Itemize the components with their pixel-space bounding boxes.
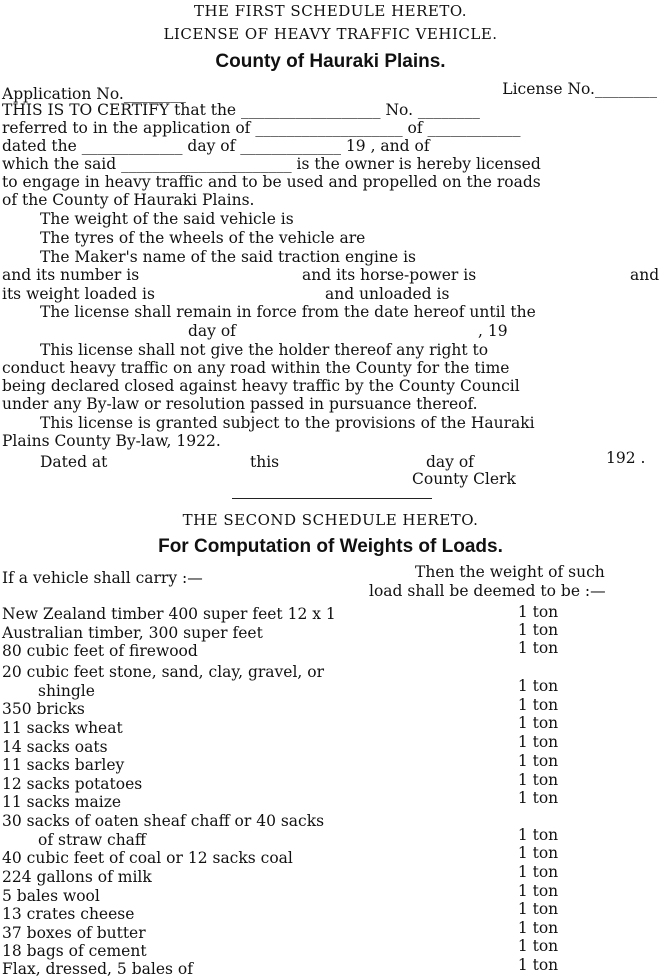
text-line: 192 . [606, 449, 646, 467]
column-header-right: load shall be deemed to be :— [369, 582, 606, 600]
table-row-item: 14 sacks oats [2, 738, 108, 756]
text-line: The weight of the said vehicle is [40, 210, 294, 228]
text-line: This license shall not give the holder thereof any right to [40, 341, 489, 359]
table-row-weight: 1 ton [517, 621, 559, 639]
table-row-item: 5 bales wool [2, 887, 100, 905]
table-row-item: 11 sacks wheat [2, 719, 123, 737]
table-row-weight: 1 ton [517, 900, 559, 918]
text-line: its weight loaded is [2, 285, 155, 303]
table-row-weight: 1 ton [517, 733, 559, 751]
text-line: day of [188, 322, 236, 340]
text-line: The license shall remain in force from the date hereof until the [40, 303, 536, 321]
table-row-weight: 1 ton [517, 919, 559, 937]
certify-line: THIS IS TO CERTIFY that the __________________ No. ________ [2, 101, 480, 119]
first-schedule-title: THE FIRST SCHEDULE HERETO. [193, 2, 468, 20]
county-heading: County of Hauraki Plains. [215, 51, 446, 72]
table-row-item: 37 boxes of butter [2, 924, 146, 942]
text-line: The Maker's name of the said traction engine is [40, 248, 416, 266]
table-row-item: Flax, dressed, 5 bales of [2, 960, 193, 978]
application-no: Application No.________ [2, 85, 186, 103]
table-row-weight: 1 ton [517, 603, 559, 621]
table-row-item: 12 sacks potatoes [2, 775, 143, 793]
text-line: This license is granted subject to the provisions of the Hauraki [40, 414, 535, 432]
text-line: conduct heavy traffic on any road within the County for the time [2, 359, 510, 377]
text-line: The tyres of the wheels of the vehicle are [40, 229, 366, 247]
table-row-weight: 1 ton [517, 714, 559, 732]
table-row-item: shingle [38, 682, 95, 700]
table-row-weight: 1 ton [517, 639, 559, 657]
column-header-right: Then the weight of such [415, 563, 605, 581]
column-header-left: If a vehicle shall carry :— [2, 569, 203, 587]
text-line: referred to in the application of ___________________ of ____________ [2, 119, 521, 137]
table-row-weight: 1 ton [517, 863, 559, 881]
table-row-weight: 1 ton [517, 882, 559, 900]
table-row-weight: 1 ton [517, 752, 559, 770]
table-row-item: New Zealand timber 400 super feet 12 x 1 [2, 605, 336, 623]
table-row-item: 224 gallons of milk [2, 868, 152, 886]
table-row-item: 18 bags of cement [2, 942, 147, 960]
text-line: day of [426, 453, 474, 471]
table-row-weight: 1 ton [517, 771, 559, 789]
second-schedule-title: THE SECOND SCHEDULE HERETO. [182, 511, 479, 529]
table-row-item: 11 sacks maize [2, 793, 122, 811]
table-row-item: 13 crates cheese [2, 905, 135, 923]
table-row-item: 30 sacks of oaten sheaf chaff or 40 sacks [2, 812, 325, 830]
table-row-weight: 1 ton [517, 789, 559, 807]
text-line: and [630, 266, 660, 284]
text-line: this [250, 453, 280, 471]
table-row-item: 11 sacks barley [2, 756, 125, 774]
computation-heading: For Computation of Weights of Loads. [158, 536, 503, 557]
table-row-weight: 1 ton [517, 696, 559, 714]
table-row-item: 350 bricks [2, 700, 85, 718]
table-row-item: 20 cubic feet stone, sand, clay, gravel, or [2, 663, 325, 681]
license-no: License No.________ [502, 80, 657, 98]
table-row-item: of straw chaff [38, 831, 146, 849]
section-divider [232, 498, 432, 499]
text-line: being declared closed against heavy traffic by the County Council [2, 377, 520, 395]
text-line: Plains County By-law, 1922. [2, 432, 221, 450]
text-line: which the said ______________________ is the owner is hereby licensed [2, 155, 541, 173]
text-line: to engage in heavy traffic and to be used and propelled on the roads [2, 173, 541, 191]
table-row-item: Australian timber, 300 super feet [2, 624, 263, 642]
text-line: of the County of Hauraki Plains. [2, 191, 255, 209]
text-line: and unloaded is [325, 285, 450, 303]
text-line: and its horse-power is [302, 266, 477, 284]
table-row-weight: 1 ton [517, 937, 559, 955]
table-row-weight: 1 ton [517, 844, 559, 862]
dated-at: Dated at [40, 453, 108, 471]
table-row-item: 80 cubic feet of firewood [2, 642, 198, 660]
table-row-weight: 1 ton [517, 826, 559, 844]
text-line: dated the _____________ day of _____________ 19 , and of [2, 137, 430, 155]
county-clerk: County Clerk [412, 470, 516, 488]
text-line: under any By-law or resolution passed in pursuance thereof. [2, 395, 478, 413]
text-line: and its number is [2, 266, 140, 284]
text-line: , 19 [478, 322, 508, 340]
table-row-weight: 1 ton [517, 956, 559, 974]
table-row-item: 40 cubic feet of coal or 12 sacks coal [2, 849, 293, 867]
license-title: LICENSE OF HEAVY TRAFFIC VEHICLE. [163, 25, 498, 43]
table-row-weight: 1 ton [517, 677, 559, 695]
